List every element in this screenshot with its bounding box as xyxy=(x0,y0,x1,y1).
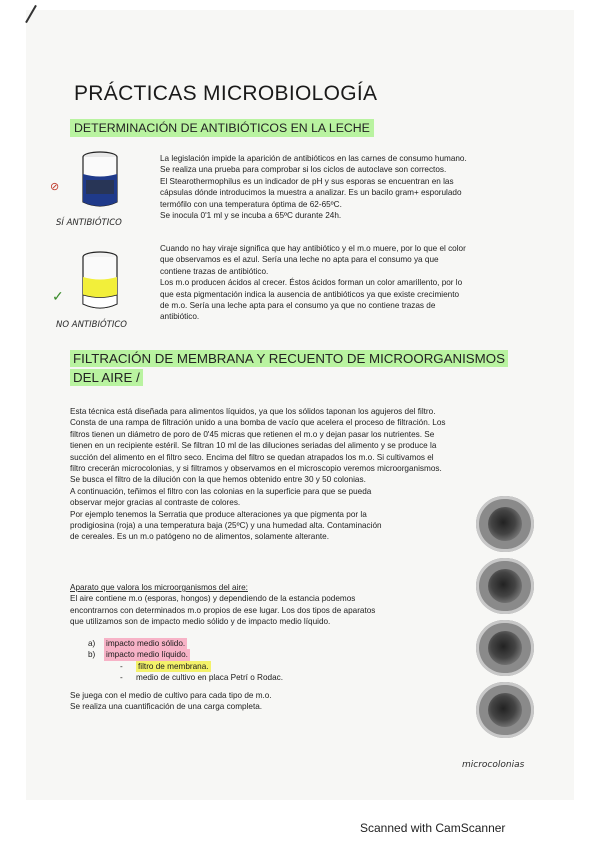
list-marker: - xyxy=(120,661,123,671)
list-text: filtro de membrana. xyxy=(138,661,209,671)
list-item xyxy=(70,638,470,649)
petri-dish-image xyxy=(476,682,534,738)
handwritten-label-microcolonias: microcolonias xyxy=(462,760,525,770)
paragraph-antibiotics-intro xyxy=(160,153,545,221)
text-line: contiene trazas de antibiótico. xyxy=(160,266,269,276)
text-line: Cuando no hay viraje significa que hay antibiótico y el m.o muere, por lo que el color xyxy=(160,244,466,253)
text-line: que observamos es el azul. Sería una leche no apta para el consumo ya que xyxy=(160,255,439,265)
section-heading-filtration xyxy=(70,349,530,387)
impact-methods-list xyxy=(70,638,470,684)
list-marker: b) xyxy=(88,650,96,660)
blue-test-tube-icon xyxy=(80,150,120,212)
text-line: prodigiosina (roja) a una temperatura baja (25ºC) y una humedad alta. Contaminación xyxy=(70,521,382,531)
text-line: de m.o. Sería una leche apta para el consumo ya que no contiene trazas de xyxy=(160,301,436,311)
text-line: Los m.o producen ácidos al crecer. Éstos ácidos forman un color amarillento, por lo xyxy=(160,278,463,288)
handwritten-label-no-antibiotico: NO ANTIBIÓTICO xyxy=(56,320,127,330)
text-line: termófilo con una temperatura óptima de 62-65ºC. xyxy=(160,199,342,209)
text-line: Se realiza una prueba para comprobar si los ciclos de autoclave son correctos. xyxy=(160,165,447,175)
heading-line: DEL AIRE / xyxy=(70,369,143,386)
text-line: Se realiza una cuantificación de una carga completa. xyxy=(70,702,263,712)
text-line: Consta de una rampa de filtración unido a una bomba de vacío que acelera el proceso de filtración. Los xyxy=(70,418,446,428)
list-item xyxy=(70,661,470,672)
checkmark-icon: ✓ xyxy=(52,288,64,304)
text-line: filtros tienen un diámetro de poro de 0'45 micras que retienen el m.o y dejan pasar los nutrientes. Se xyxy=(70,429,435,439)
text-line: El Stearothermophilus es un indicador de pH y sus esporas se encuentran en las xyxy=(160,176,454,186)
list-text: impacto medio sólido. xyxy=(106,639,186,648)
list-marker: a) xyxy=(88,639,96,648)
text-line: tienen en un recipiente estéril. Se filtran 10 ml de las diluciones seriadas del alimento y se produce la xyxy=(70,441,437,451)
text-line: Se busca el filtro de la dilución con la que hemos obtenido entre 30 y 50 colonias. xyxy=(70,475,366,485)
petri-dish-image xyxy=(476,496,534,552)
list-item xyxy=(70,649,470,660)
text-line: que esta pigmentación indica la ausencia de antibióticos ya que existe crecimiento xyxy=(160,289,460,299)
heading-line: FILTRACIÓN DE MEMBRANA Y RECUENTO DE MICROORGANISMOS xyxy=(70,350,508,367)
section-heading-antibiotics: DETERMINACIÓN DE ANTIBIÓTICOS EN LA LECHE xyxy=(70,119,374,137)
text-line: El aire contiene m.o (esporas, hongos) y dependiendo de la estancia podemos xyxy=(70,594,356,604)
paragraph-filtration xyxy=(70,406,532,543)
paragraph-closing xyxy=(70,690,470,713)
text-line: Aparato que valora los microorganismos del aire: xyxy=(70,583,248,592)
text-line: La legislación impide la aparición de antibióticos en las carnes de consumo humano. xyxy=(160,154,467,163)
text-line: encontrarnos con determinados m.o propios de ese lugar. Los dos tipos de aparatos xyxy=(70,605,376,615)
text-line: cápsulas dónde introducimos la muestra a analizar. Es un bacilo gram+ esporulado xyxy=(160,188,462,198)
forbidden-mark-icon: ⊘ xyxy=(50,181,60,193)
text-line: antibiótico. xyxy=(160,312,200,322)
petri-dish-image xyxy=(476,558,534,614)
page-title: PRÁCTICAS MICROBIOLOGÍA xyxy=(74,82,378,105)
handwritten-label-si-antibiotico: SÍ ANTIBIÓTICO xyxy=(56,218,122,228)
paragraph-air-sampling xyxy=(70,582,470,628)
text-line: filtro crecerán microcolonias, y si filtramos y observamos en el microscopio veremos microorganismos. xyxy=(70,464,442,474)
text-line: Se juega con el medio de cultivo para cada tipo de m.o. xyxy=(70,691,272,700)
text-line: que utilizamos son de impacto medio sólido y de impacto medio líquido. xyxy=(70,617,331,627)
text-line: observar mejor gracias al contraste de colores. xyxy=(70,498,241,508)
list-marker: - xyxy=(120,673,123,683)
scanner-watermark: Scanned with CamScanner xyxy=(360,821,506,835)
text-line: Por ejemplo tenemos la Serratia que produce alteraciones ya que pigmenta por la xyxy=(70,509,367,519)
list-text: impacto medio líquido. xyxy=(106,650,188,660)
text-line: de cereales. Es un m.o patógeno no de alimentos, solamente alterante. xyxy=(70,532,329,542)
petri-dish-image xyxy=(476,620,534,676)
text-line: succión del alimento en el filtro seco. Encima del filtro se quedan atrapados los m.o. Si cultivamos el xyxy=(70,452,434,462)
yellow-test-tube-icon xyxy=(80,250,120,314)
list-text: medio de cultivo en placa Petrí o Rodac. xyxy=(136,673,284,683)
paragraph-antibiotics-result xyxy=(160,243,545,323)
text-line: A continuación, teñimos el filtro con las colonias en la superficie para que se pueda xyxy=(70,486,372,496)
text-line: Esta técnica está diseñada para alimentos líquidos, ya que los sólidos taponan los agujeros del filtro. xyxy=(70,407,436,416)
text-line: Se inocula 0'1 ml y se incuba a 65ºC durante 24h. xyxy=(160,211,342,221)
list-item xyxy=(70,672,470,683)
